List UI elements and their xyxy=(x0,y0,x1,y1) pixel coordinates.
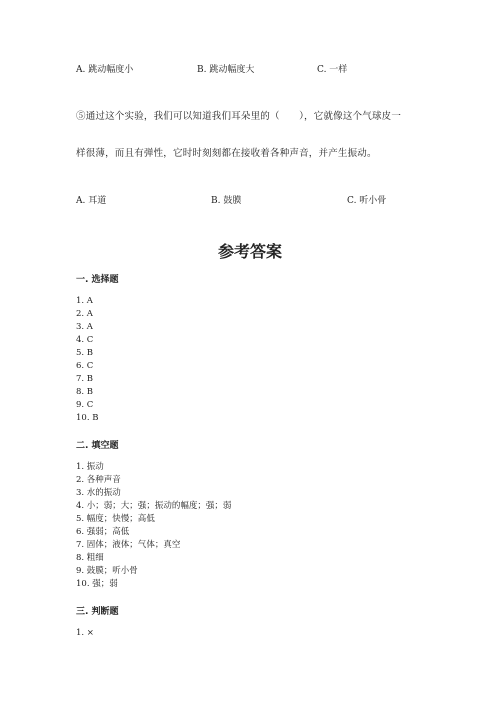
list-item: 10. B xyxy=(76,413,99,423)
list-item: 3. A xyxy=(76,322,93,332)
list-item: 4. C xyxy=(76,335,94,345)
list-item: 1. × xyxy=(76,628,94,638)
answer-list xyxy=(76,461,231,591)
section-heading: 二. 填空题 xyxy=(76,441,119,451)
answer-list xyxy=(76,295,98,425)
list-item: 9. C xyxy=(76,400,94,410)
question-5-line-2: 样很薄，而且有弹性，它时时刻刻都在接收着各种声音，并产生振动。 xyxy=(76,148,377,159)
list-item: 6. 强弱；高低 xyxy=(76,527,130,537)
answer-key-title: 参考答案 xyxy=(217,242,282,261)
list-item: 5. B xyxy=(76,348,94,358)
list-item: 8. B xyxy=(76,387,94,397)
list-item: 10. 强；弱 xyxy=(76,579,118,589)
option-b: B. 跳动幅度大 xyxy=(197,65,255,75)
list-item: 5. 幅度；快慢；高低 xyxy=(76,514,155,524)
answer-list xyxy=(76,627,94,640)
option-c: C. 一样 xyxy=(317,65,348,75)
option-c: C. 听小骨 xyxy=(347,196,387,206)
list-item: 2. A xyxy=(76,309,93,319)
list-item: 7. B xyxy=(76,374,94,384)
list-item: 7. 固体；液体；气体；真空 xyxy=(76,540,181,550)
list-item: 2. 各种声音 xyxy=(76,475,121,485)
question-5-line-1: ⑤通过这个实验，我们可以知道我们耳朵里的（ ），它就像这个气球皮一 xyxy=(76,111,402,122)
list-item: 1. A xyxy=(76,296,93,306)
list-item: 1. 振动 xyxy=(76,462,104,472)
list-item: 8. 粗细 xyxy=(76,553,104,563)
list-item: 9. 鼓膜；听小骨 xyxy=(76,566,138,576)
option-a: A. 跳动幅度小 xyxy=(76,65,134,75)
list-item: 3. 水的振动 xyxy=(76,488,121,498)
list-item: 6. C xyxy=(76,361,94,371)
section-heading: 一. 选择题 xyxy=(76,275,119,285)
section-heading: 三. 判断题 xyxy=(76,607,119,617)
option-b: B. 鼓膜 xyxy=(211,196,242,206)
option-a: A. 耳道 xyxy=(76,196,107,206)
list-item: 4. 小；弱；大；强；振动的幅度；强；弱 xyxy=(76,501,232,511)
